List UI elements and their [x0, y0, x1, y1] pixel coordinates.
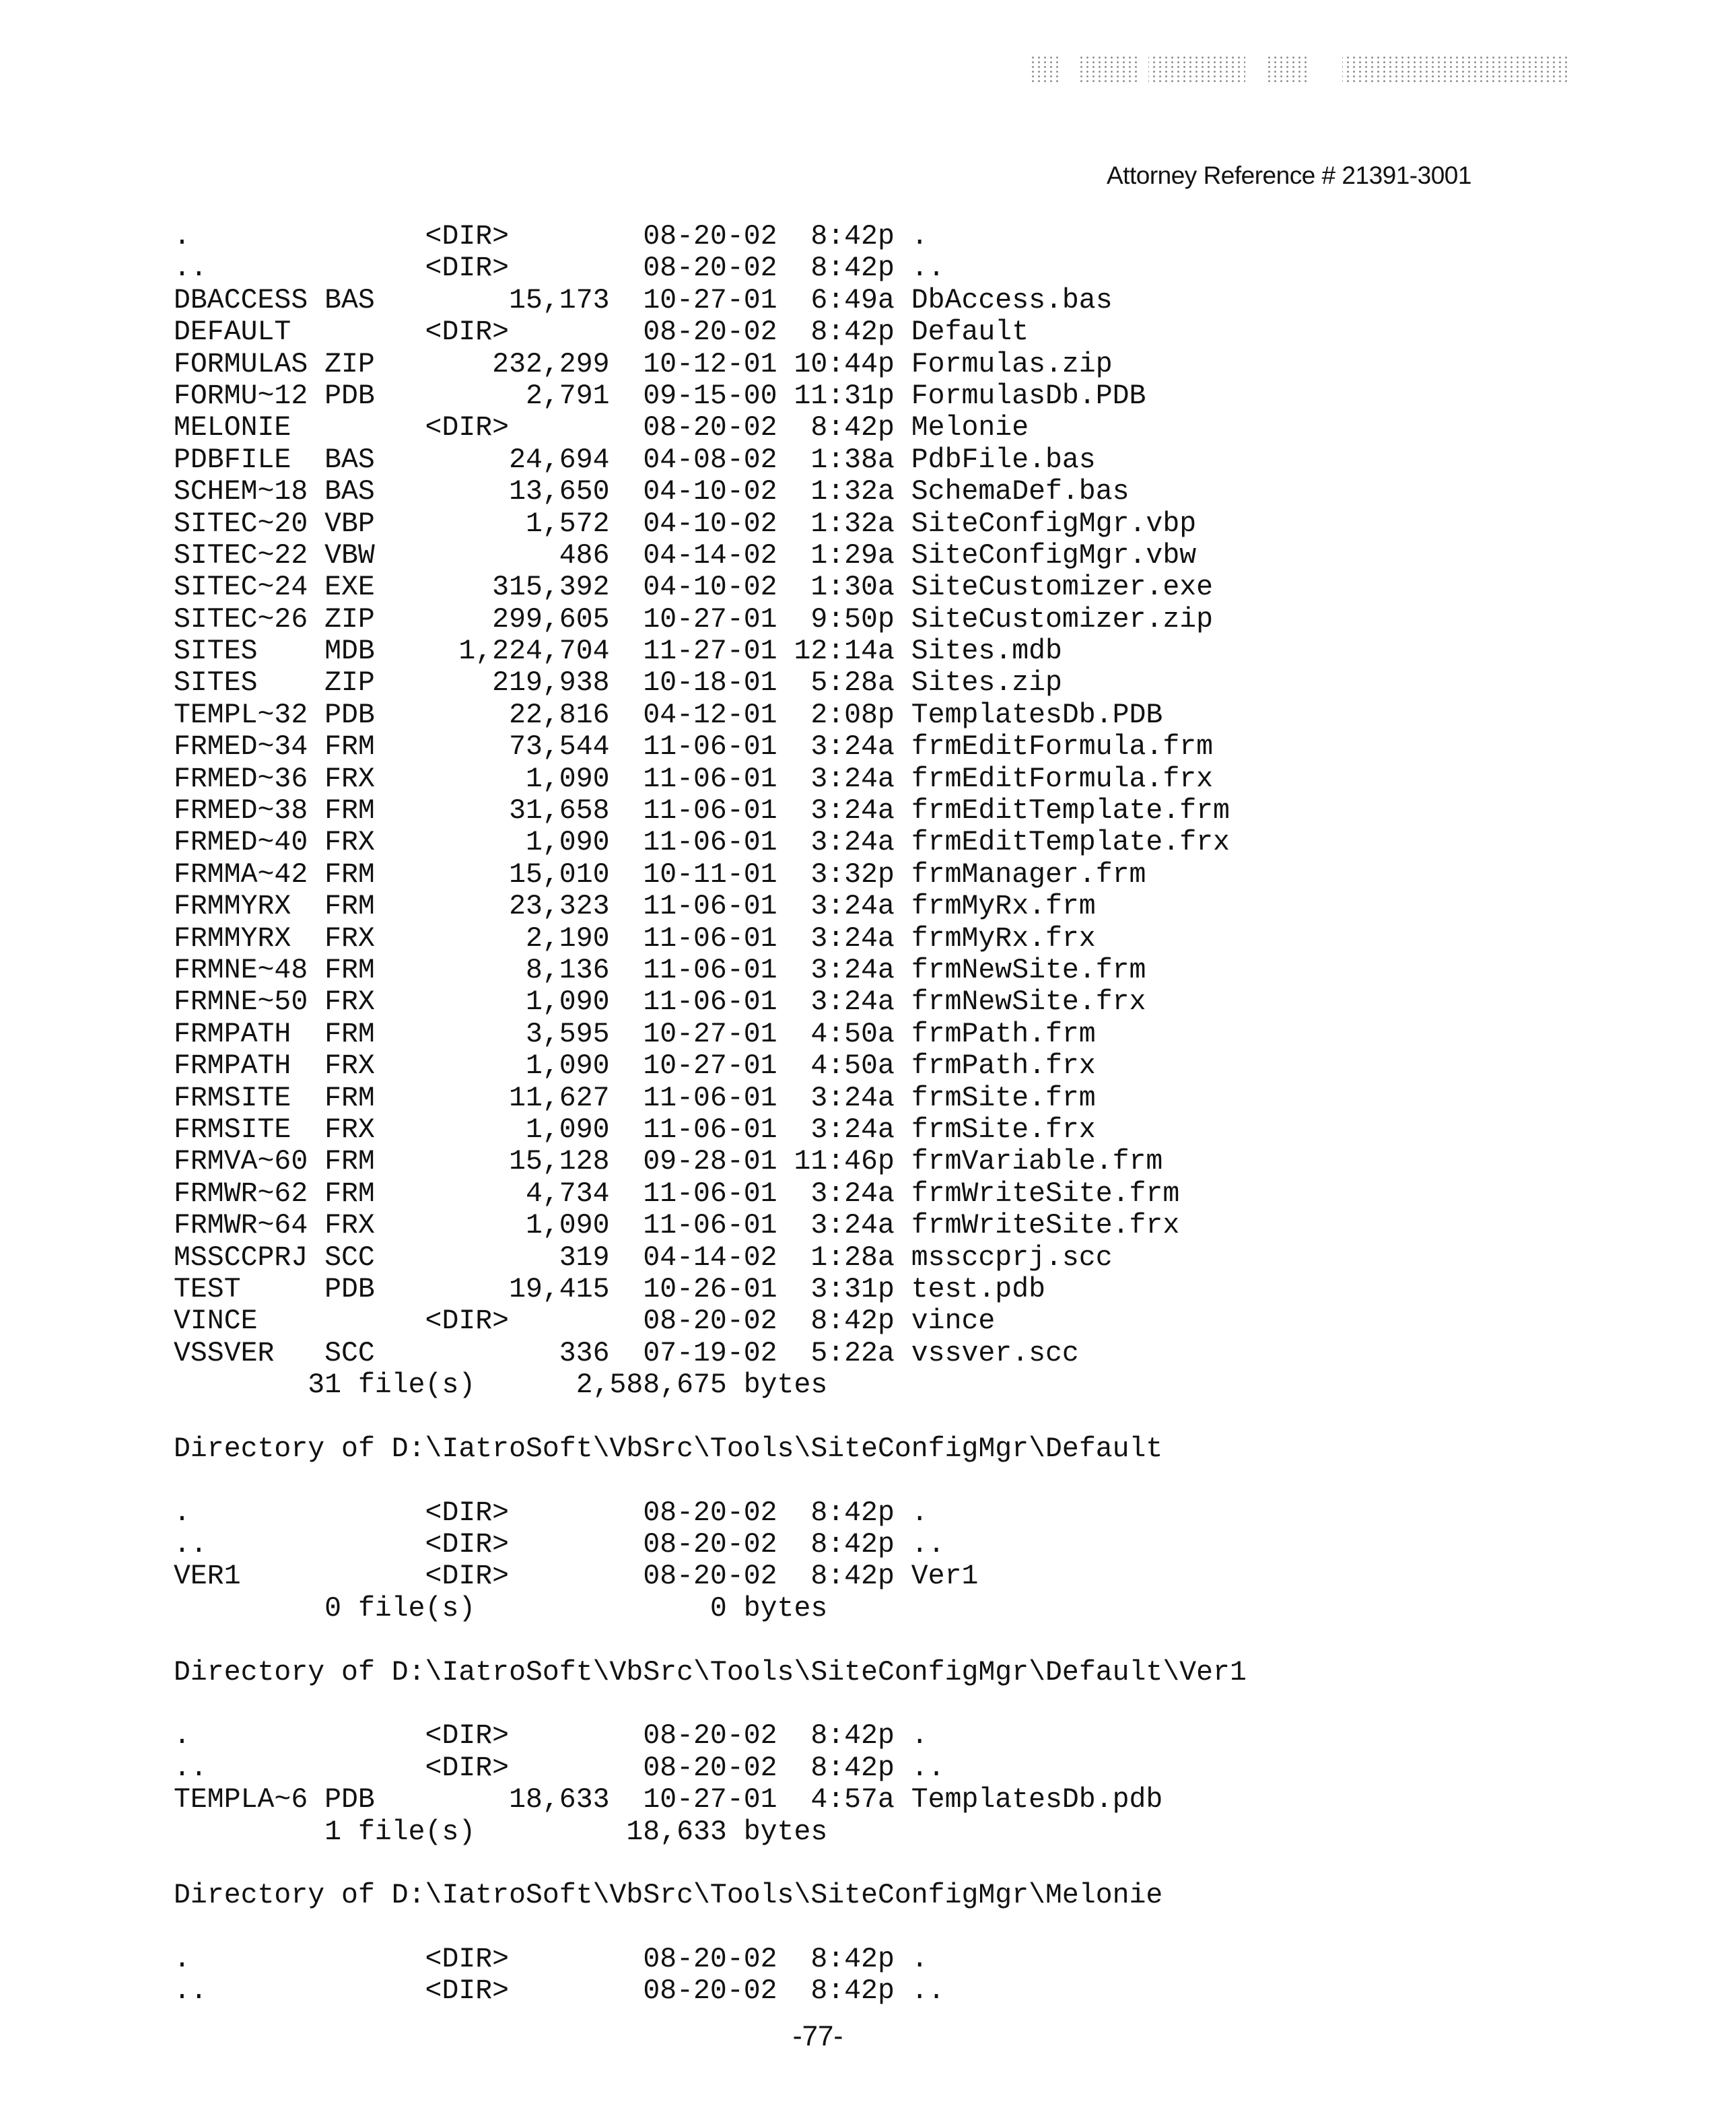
- modified-date: 11-06-01: [643, 1178, 777, 1210]
- extension: FRX: [324, 763, 375, 795]
- modified-time: 2:08p: [810, 699, 895, 731]
- modified-time: 3:24a: [810, 955, 895, 986]
- long-name: TemplatesDb.pdb: [911, 1784, 1163, 1816]
- long-name: SiteCustomizer.exe: [911, 572, 1213, 603]
- extension: FRM: [324, 1178, 375, 1210]
- modified-date: 08-20-02: [643, 1752, 777, 1784]
- modified-time: 8:42p: [810, 1975, 895, 2007]
- short-name: .: [174, 221, 190, 252]
- file-size: 31,658: [509, 795, 609, 827]
- modified-date: 04-14-02: [643, 540, 777, 572]
- modified-time: 3:31p: [810, 1274, 895, 1305]
- file-size: 24,694: [509, 444, 609, 476]
- modified-date: 11-06-01: [643, 986, 777, 1018]
- short-name: MELONIE: [174, 412, 291, 444]
- total-bytes: 0: [710, 1593, 727, 1625]
- modified-date: 08-20-02: [643, 1720, 777, 1752]
- modified-date: 10-27-01: [643, 1784, 777, 1816]
- modified-date: 04-08-02: [643, 444, 777, 476]
- directory-path: Directory of D:\IatroSoft\VbSrc\Tools\SiteConfigMgr\Default\Ver1: [174, 1657, 1247, 1688]
- extension: SCC: [324, 1338, 375, 1369]
- page-number: -77-: [0, 2020, 1636, 2052]
- extension: FRM: [324, 1019, 375, 1050]
- total-bytes: 2,588,675: [576, 1369, 727, 1401]
- extension: FRX: [324, 1210, 375, 1241]
- file-size: 315,392: [492, 572, 609, 603]
- dir-marker: <DIR>: [425, 1305, 510, 1337]
- short-name: MSSCCPRJ: [174, 1242, 308, 1274]
- long-name: frmPath.frx: [911, 1050, 1096, 1082]
- extension: ZIP: [324, 667, 375, 699]
- long-name: ..: [911, 1975, 945, 2007]
- dir-marker: <DIR>: [425, 1529, 510, 1561]
- long-name: vssver.scc: [911, 1338, 1079, 1369]
- file-size: 13,650: [509, 476, 609, 508]
- modified-date: 08-20-02: [643, 1944, 777, 1975]
- modified-time: 5:22a: [810, 1338, 895, 1369]
- short-name: ..: [174, 1975, 207, 2007]
- modified-date: 11-06-01: [643, 731, 777, 763]
- short-name: FRMNE~48: [174, 955, 308, 986]
- extension: FRM: [324, 891, 375, 922]
- modified-date: 11-06-01: [643, 923, 777, 955]
- long-name: frmEditFormula.frm: [911, 731, 1213, 763]
- file-size: 1,090: [526, 827, 610, 858]
- modified-time: 6:49a: [810, 285, 895, 316]
- short-name: FRMMA~42: [174, 859, 308, 891]
- long-name: TemplatesDb.PDB: [911, 699, 1163, 731]
- short-name: FORMU~12: [174, 380, 308, 412]
- modified-date: 11-06-01: [643, 795, 777, 827]
- modified-date: 11-06-01: [643, 827, 777, 858]
- modified-time: 12:14a: [794, 636, 894, 667]
- modified-date: 11-06-01: [643, 891, 777, 922]
- file-size: 15,010: [509, 859, 609, 891]
- modified-date: 04-10-02: [643, 572, 777, 603]
- modified-time: 1:30a: [810, 572, 895, 603]
- modified-date: 08-20-02: [643, 412, 777, 444]
- long-name: Default: [911, 316, 1029, 348]
- short-name: ..: [174, 1529, 207, 1561]
- modified-date: 10-27-01: [643, 1019, 777, 1050]
- file-count: 1: [324, 1816, 341, 1848]
- file-size: 3,595: [526, 1019, 610, 1050]
- extension: PDB: [324, 380, 375, 412]
- file-size: 23,323: [509, 891, 609, 922]
- modified-time: 3:24a: [810, 923, 895, 955]
- short-name: FRMVA~60: [174, 1146, 308, 1177]
- file-size: 299,605: [492, 604, 609, 636]
- long-name: .: [911, 221, 928, 252]
- modified-time: 3:24a: [810, 1114, 895, 1146]
- extension: FRX: [324, 923, 375, 955]
- modified-time: 8:42p: [810, 1305, 895, 1337]
- modified-time: 8:42p: [810, 252, 895, 284]
- extension: MDB: [324, 636, 375, 667]
- short-name: FRMNE~50: [174, 986, 308, 1018]
- file-size: 1,090: [526, 763, 610, 795]
- short-name: FRMSITE: [174, 1114, 291, 1146]
- extension: PDB: [324, 1784, 375, 1816]
- modified-date: 11-06-01: [643, 1210, 777, 1241]
- modified-date: 08-20-02: [643, 221, 777, 252]
- file-size: 18,633: [509, 1784, 609, 1816]
- short-name: .: [174, 1944, 190, 1975]
- modified-time: 3:24a: [810, 1083, 895, 1114]
- modified-date: 04-10-02: [643, 508, 777, 540]
- directory-path: Directory of D:\IatroSoft\VbSrc\Tools\SiteConfigMgr\Melonie: [174, 1880, 1162, 1911]
- long-name: Sites.mdb: [911, 636, 1062, 667]
- bytes-label: bytes: [744, 1816, 828, 1848]
- modified-date: 11-06-01: [643, 1083, 777, 1114]
- extension: FRM: [324, 1146, 375, 1177]
- modified-time: 1:29a: [810, 540, 895, 572]
- long-name: Ver1: [911, 1561, 979, 1592]
- short-name: ..: [174, 252, 207, 284]
- modified-time: 8:42p: [810, 1529, 895, 1561]
- modified-time: 1:28a: [810, 1242, 895, 1274]
- extension: FRM: [324, 731, 375, 763]
- modified-time: 10:44p: [794, 349, 894, 380]
- file-count-label: file(s): [358, 1816, 475, 1848]
- file-size: 336: [559, 1338, 610, 1369]
- file-size: 319: [559, 1242, 610, 1274]
- modified-date: 04-14-02: [643, 1242, 777, 1274]
- short-name: SITES: [174, 636, 258, 667]
- attorney-reference: Attorney Reference # 21391-3001: [1107, 162, 1471, 190]
- long-name: PdbFile.bas: [911, 444, 1096, 476]
- file-size: 4,734: [526, 1178, 610, 1210]
- modified-time: 8:42p: [810, 316, 895, 348]
- file-size: 1,090: [526, 986, 610, 1018]
- extension: BAS: [324, 285, 375, 316]
- short-name: VER1: [174, 1561, 241, 1592]
- modified-date: 10-11-01: [643, 859, 777, 891]
- short-name: PDBFILE: [174, 444, 291, 476]
- file-size: 19,415: [509, 1274, 609, 1305]
- modified-date: 08-20-02: [643, 316, 777, 348]
- long-name: Sites.zip: [911, 667, 1062, 699]
- short-name: SITEC~24: [174, 572, 308, 603]
- modified-time: 1:38a: [810, 444, 895, 476]
- modified-time: 3:24a: [810, 891, 895, 922]
- long-name: SiteCustomizer.zip: [911, 604, 1213, 636]
- modified-date: 07-19-02: [643, 1338, 777, 1369]
- modified-time: 1:32a: [810, 476, 895, 508]
- scan-header-artifact: [1030, 55, 1568, 82]
- file-size: 1,090: [526, 1114, 610, 1146]
- short-name: .: [174, 1497, 190, 1529]
- short-name: FRMMYRX: [174, 923, 291, 955]
- long-name: mssccprj.scc: [911, 1242, 1113, 1274]
- modified-time: 3:24a: [810, 827, 895, 858]
- short-name: DBACCESS: [174, 285, 308, 316]
- file-size: 22,816: [509, 699, 609, 731]
- file-size: 2,791: [526, 380, 610, 412]
- dir-marker: <DIR>: [425, 1944, 510, 1975]
- extension: SCC: [324, 1242, 375, 1274]
- dir-marker: <DIR>: [425, 252, 510, 284]
- modified-time: 11:31p: [794, 380, 894, 412]
- short-name: FRMWR~62: [174, 1178, 308, 1210]
- long-name: frmWriteSite.frm: [911, 1178, 1179, 1210]
- long-name: frmMyRx.frx: [911, 923, 1096, 955]
- dir-marker: <DIR>: [425, 1720, 510, 1752]
- long-name: frmPath.frm: [911, 1019, 1096, 1050]
- long-name: SiteConfigMgr.vbp: [911, 508, 1196, 540]
- extension: FRX: [324, 1114, 375, 1146]
- long-name: FormulasDb.PDB: [911, 380, 1146, 412]
- modified-time: 3:24a: [810, 986, 895, 1018]
- file-size: 15,128: [509, 1146, 609, 1177]
- modified-time: 4:50a: [810, 1050, 895, 1082]
- modified-date: 04-12-01: [643, 699, 777, 731]
- file-size: 8,136: [526, 955, 610, 986]
- extension: FRM: [324, 795, 375, 827]
- short-name: FRMED~36: [174, 763, 308, 795]
- extension: BAS: [324, 476, 375, 508]
- short-name: ..: [174, 1752, 207, 1784]
- short-name: FRMSITE: [174, 1083, 291, 1114]
- short-name: FRMED~38: [174, 795, 308, 827]
- modified-time: 8:42p: [810, 1720, 895, 1752]
- modified-time: 3:32p: [810, 859, 895, 891]
- modified-time: 3:24a: [810, 1210, 895, 1241]
- extension: FRX: [324, 827, 375, 858]
- long-name: Formulas.zip: [911, 349, 1113, 380]
- short-name: TEMPLA~6: [174, 1784, 308, 1816]
- extension: ZIP: [324, 604, 375, 636]
- modified-date: 10-27-01: [643, 604, 777, 636]
- modified-date: 10-18-01: [643, 667, 777, 699]
- long-name: frmNewSite.frx: [911, 986, 1146, 1018]
- directory-path: Directory of D:\IatroSoft\VbSrc\Tools\SiteConfigMgr\Default: [174, 1433, 1162, 1465]
- extension: FRM: [324, 1083, 375, 1114]
- file-size: 1,572: [526, 508, 610, 540]
- extension: PDB: [324, 1274, 375, 1305]
- short-name: FRMWR~64: [174, 1210, 308, 1241]
- extension: ZIP: [324, 349, 375, 380]
- file-size: 486: [559, 540, 610, 572]
- long-name: frmSite.frx: [911, 1114, 1096, 1146]
- long-name: frmWriteSite.frx: [911, 1210, 1179, 1241]
- short-name: TEMPL~32: [174, 699, 308, 731]
- long-name: frmEditFormula.frx: [911, 763, 1213, 795]
- modified-time: 1:32a: [810, 508, 895, 540]
- dir-marker: <DIR>: [425, 316, 510, 348]
- short-name: .: [174, 1720, 190, 1752]
- modified-date: 08-20-02: [643, 252, 777, 284]
- modified-time: 8:42p: [810, 1752, 895, 1784]
- file-count-label: file(s): [358, 1593, 475, 1625]
- dir-marker: <DIR>: [425, 1497, 510, 1529]
- modified-date: 09-28-01: [643, 1146, 777, 1177]
- modified-date: 08-20-02: [643, 1529, 777, 1561]
- dir-marker: <DIR>: [425, 1752, 510, 1784]
- short-name: FRMPATH: [174, 1050, 291, 1082]
- extension: FRM: [324, 955, 375, 986]
- file-size: 232,299: [492, 349, 609, 380]
- long-name: frmNewSite.frm: [911, 955, 1146, 986]
- short-name: SITEC~26: [174, 604, 308, 636]
- short-name: VSSVER: [174, 1338, 274, 1369]
- extension: FRX: [324, 986, 375, 1018]
- modified-time: 8:42p: [810, 221, 895, 252]
- long-name: DbAccess.bas: [911, 285, 1113, 316]
- file-size: 1,224,704: [458, 636, 609, 667]
- short-name: FORMULAS: [174, 349, 308, 380]
- file-count: 0: [324, 1593, 341, 1625]
- modified-date: 08-20-02: [643, 1975, 777, 2007]
- short-name: SCHEM~18: [174, 476, 308, 508]
- bytes-label: bytes: [744, 1369, 828, 1401]
- extension: VBW: [324, 540, 375, 572]
- long-name: ..: [911, 1529, 945, 1561]
- total-bytes: 18,633: [626, 1816, 726, 1848]
- short-name: FRMMYRX: [174, 891, 291, 922]
- long-name: SiteConfigMgr.vbw: [911, 540, 1196, 572]
- modified-date: 11-06-01: [643, 763, 777, 795]
- short-name: FRMED~40: [174, 827, 308, 858]
- long-name: .: [911, 1497, 928, 1529]
- short-name: SITEC~20: [174, 508, 308, 540]
- short-name: TEST: [174, 1274, 241, 1305]
- modified-date: 10-26-01: [643, 1274, 777, 1305]
- modified-date: 11-06-01: [643, 955, 777, 986]
- modified-date: 09-15-00: [643, 380, 777, 412]
- extension: FRX: [324, 1050, 375, 1082]
- long-name: ..: [911, 252, 945, 284]
- short-name: SITES: [174, 667, 258, 699]
- modified-date: 04-10-02: [643, 476, 777, 508]
- file-size: 2,190: [526, 923, 610, 955]
- long-name: .: [911, 1720, 928, 1752]
- short-name: FRMPATH: [174, 1019, 291, 1050]
- file-size: 1,090: [526, 1210, 610, 1241]
- dir-marker: <DIR>: [425, 1975, 510, 2007]
- modified-time: 4:50a: [810, 1019, 895, 1050]
- long-name: vince: [911, 1305, 996, 1337]
- long-name: Melonie: [911, 412, 1029, 444]
- modified-date: 08-20-02: [643, 1305, 777, 1337]
- short-name: FRMED~34: [174, 731, 308, 763]
- modified-date: 10-27-01: [643, 1050, 777, 1082]
- long-name: test.pdb: [911, 1274, 1045, 1305]
- modified-time: 8:42p: [810, 1561, 895, 1592]
- modified-time: 11:46p: [794, 1146, 894, 1177]
- file-size: 1,090: [526, 1050, 610, 1082]
- bytes-label: bytes: [744, 1593, 828, 1625]
- extension: BAS: [324, 444, 375, 476]
- modified-date: 11-27-01: [643, 636, 777, 667]
- modified-time: 8:42p: [810, 1944, 895, 1975]
- file-size: 15,173: [509, 285, 609, 316]
- file-size: 219,938: [492, 667, 609, 699]
- long-name: .: [911, 1944, 928, 1975]
- long-name: SchemaDef.bas: [911, 476, 1130, 508]
- modified-time: 4:57a: [810, 1784, 895, 1816]
- modified-time: 3:24a: [810, 763, 895, 795]
- long-name: frmEditTemplate.frm: [911, 795, 1230, 827]
- long-name: frmSite.frm: [911, 1083, 1096, 1114]
- modified-time: 3:24a: [810, 795, 895, 827]
- modified-date: 10-27-01: [643, 285, 777, 316]
- short-name: VINCE: [174, 1305, 258, 1337]
- extension: VBP: [324, 508, 375, 540]
- long-name: frmVariable.frm: [911, 1146, 1163, 1177]
- modified-time: 3:24a: [810, 731, 895, 763]
- short-name: SITEC~22: [174, 540, 308, 572]
- file-size: 11,627: [509, 1083, 609, 1114]
- modified-time: 9:50p: [810, 604, 895, 636]
- dir-marker: <DIR>: [425, 1561, 510, 1592]
- file-size: 73,544: [509, 731, 609, 763]
- long-name: frmEditTemplate.frx: [911, 827, 1230, 858]
- modified-time: 8:42p: [810, 412, 895, 444]
- long-name: ..: [911, 1752, 945, 1784]
- extension: PDB: [324, 699, 375, 731]
- modified-date: 08-20-02: [643, 1497, 777, 1529]
- long-name: frmManager.frm: [911, 859, 1146, 891]
- dir-marker: <DIR>: [425, 221, 510, 252]
- short-name: DEFAULT: [174, 316, 291, 348]
- extension: FRM: [324, 859, 375, 891]
- modified-time: 3:24a: [810, 1178, 895, 1210]
- file-count: 31: [308, 1369, 341, 1401]
- dir-marker: <DIR>: [425, 412, 510, 444]
- modified-time: 5:28a: [810, 667, 895, 699]
- modified-time: 8:42p: [810, 1497, 895, 1529]
- modified-date: 08-20-02: [643, 1561, 777, 1592]
- long-name: frmMyRx.frm: [911, 891, 1096, 922]
- modified-date: 10-12-01: [643, 349, 777, 380]
- file-count-label: file(s): [358, 1369, 475, 1401]
- extension: EXE: [324, 572, 375, 603]
- modified-date: 11-06-01: [643, 1114, 777, 1146]
